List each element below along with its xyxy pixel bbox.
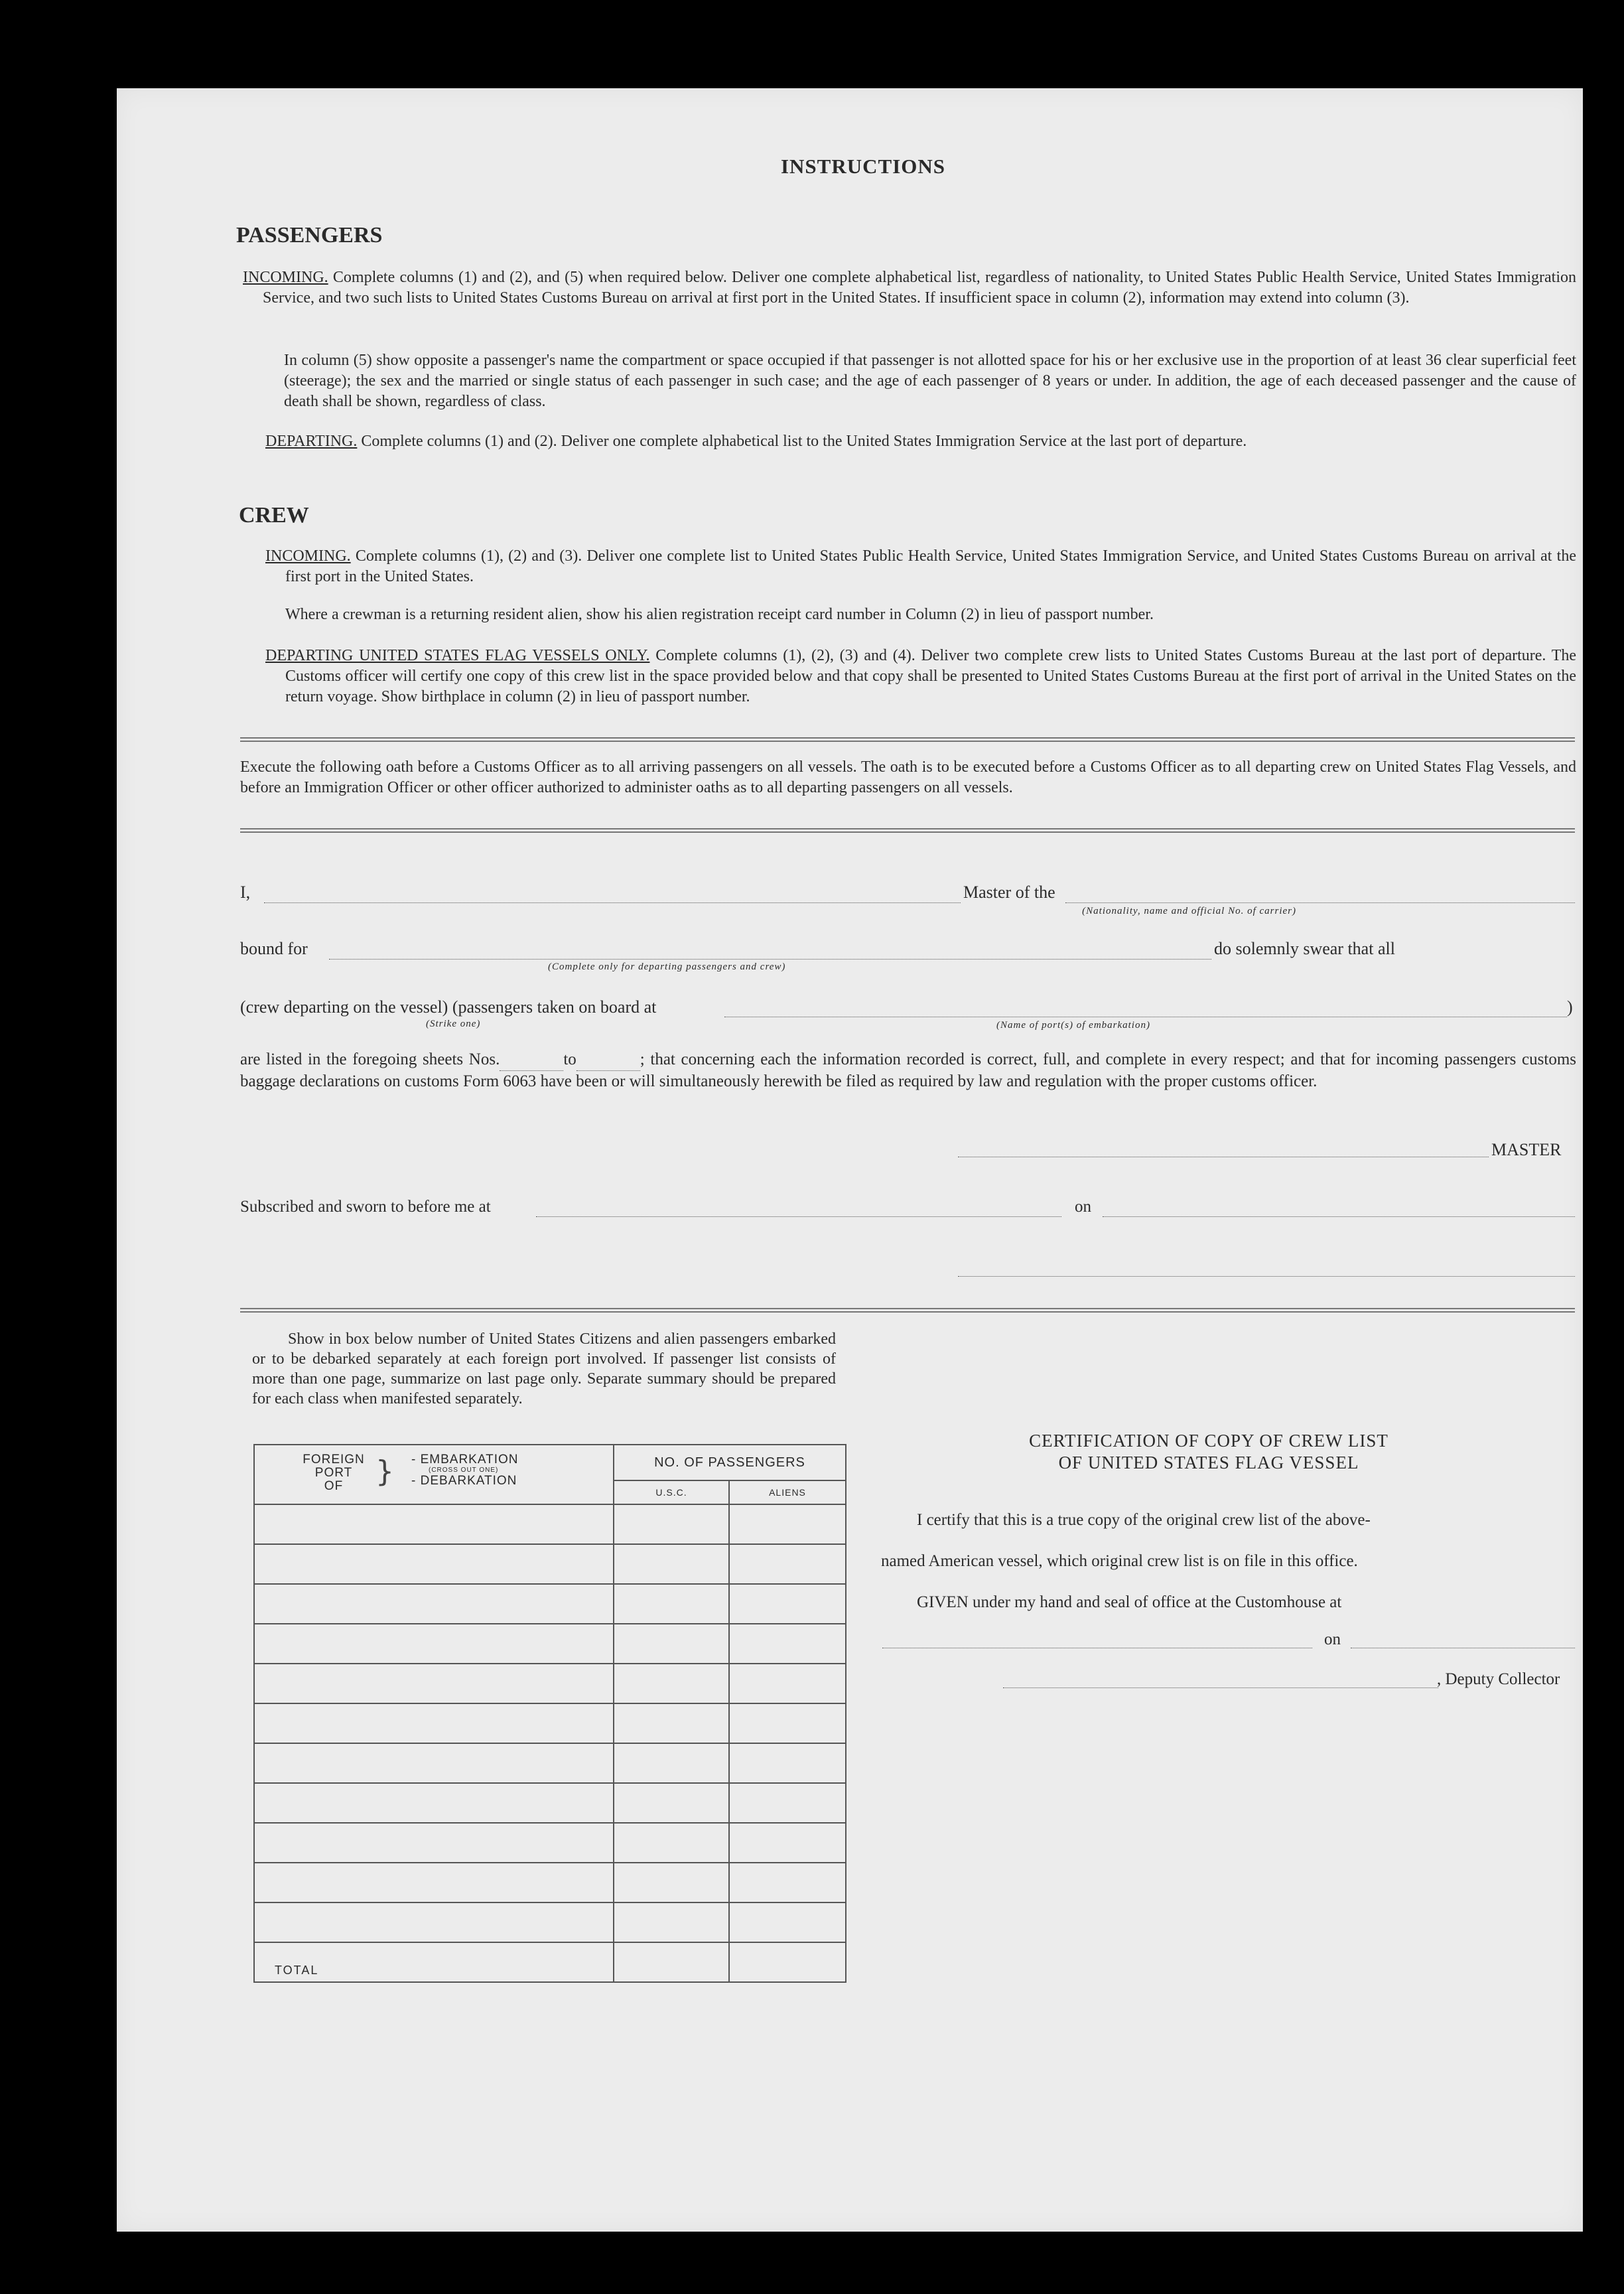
total-row	[254, 1942, 846, 1982]
passengers-incoming-paragraph	[243, 267, 1577, 309]
port-cell[interactable]	[254, 1584, 614, 1624]
swear-label: do solemnly swear that all	[1214, 939, 1395, 958]
port-column-header	[254, 1445, 614, 1504]
crew-incoming-label: INCOMING.	[265, 547, 351, 565]
oath-i-label: I,	[240, 883, 251, 902]
total-aliens-cell[interactable]	[729, 1942, 846, 1982]
deputy-collector-label: , Deputy Collector	[1437, 1670, 1560, 1688]
sheet-from-field[interactable]	[500, 1049, 563, 1071]
usc-cell[interactable]	[614, 1783, 729, 1823]
table-row	[254, 1743, 846, 1783]
usc-cell[interactable]	[614, 1544, 729, 1584]
port-cell[interactable]	[254, 1544, 614, 1584]
port-cell[interactable]	[254, 1624, 614, 1664]
listed-prefix: are listed in the foregoing sheets Nos.	[240, 1050, 500, 1068]
total-label	[254, 1942, 614, 1982]
port-cell[interactable]	[254, 1703, 614, 1743]
usc-cell[interactable]	[614, 1504, 729, 1544]
certification-on-label: on	[1324, 1630, 1341, 1648]
aliens-cell[interactable]	[729, 1863, 846, 1902]
ports-note: (Name of port(s) of embarkation)	[996, 1020, 1150, 1031]
embarkation-port-field[interactable]	[724, 1010, 1567, 1017]
bound-for-label: bound for	[240, 939, 308, 958]
certification-title-line1: CERTIFICATION OF COPY OF CREW LIST	[1029, 1431, 1388, 1451]
usc-cell[interactable]	[614, 1664, 729, 1703]
port-cell[interactable]	[254, 1783, 614, 1823]
table-row	[254, 1584, 846, 1624]
listed-rest: ; that concerning each the information recorded is correct, full, and complete in every respect; and that for incoming passengers customs baggage declarations on customs Form 6063 have been or will simultaneously herewith be filed as required by law and regulation with the proper customs officer.	[240, 1050, 1577, 1090]
port-cell[interactable]	[254, 1504, 614, 1544]
sheet-to-field[interactable]	[576, 1049, 640, 1071]
port-header-line1: FOREIGN	[303, 1453, 365, 1467]
aliens-cell[interactable]	[729, 1584, 846, 1624]
usc-cell[interactable]	[614, 1703, 729, 1743]
port-cell[interactable]	[254, 1863, 614, 1902]
table-row	[254, 1863, 846, 1902]
table-row	[254, 1664, 846, 1703]
aliens-cell[interactable]	[729, 1823, 846, 1863]
usc-column-header: U.S.C.	[614, 1480, 729, 1504]
crew-resident-paragraph: Where a crewman is a returning resident alien, show his alien registration receipt card number in Column (2) in lieu of passport number.	[285, 606, 1154, 623]
total-usc-cell[interactable]	[614, 1942, 729, 1982]
port-cell[interactable]	[254, 1823, 614, 1863]
embarkation-option[interactable]: - EMBARKATION	[411, 1453, 519, 1467]
certify-line1: I certify that this is a true copy of the original crew list of the above-	[917, 1511, 1371, 1529]
listed-to: to	[563, 1050, 576, 1068]
aliens-cell[interactable]	[729, 1544, 846, 1584]
crew-departing-label: DEPARTING UNITED STATES FLAG VESSELS ONLY.	[265, 647, 650, 664]
table-row	[254, 1544, 846, 1584]
given-line: GIVEN under my hand and seal of office at the Customhouse at	[917, 1593, 1342, 1611]
cross-out-note: (CROSS OUT ONE)	[429, 1467, 499, 1474]
debarkation-option[interactable]: - DEBARKATION	[411, 1474, 517, 1488]
page-title: INSTRUCTIONS	[780, 155, 945, 178]
crew-departing-text: Complete columns (1), (2), (3) and (4). Deliver two complete crew lists to United States Customs Bureau at the last port of departure. The Customs officer will certify one copy of this crew list in the space provided below and that copy shall be presented to United States Customs Bureau at the first port of arrival in the United States on the return voyage. Show birthplace in column (2) in lieu of passport number.	[285, 647, 1577, 705]
divider	[240, 737, 1575, 742]
usc-cell[interactable]	[614, 1823, 729, 1863]
port-header-line2: PORT	[314, 1466, 353, 1480]
certification-title	[930, 1430, 1487, 1474]
crew-incoming-paragraph	[265, 546, 1577, 587]
officer-signature-field[interactable]	[958, 1269, 1575, 1277]
usc-cell[interactable]	[614, 1863, 729, 1902]
table-header-row	[254, 1445, 846, 1480]
passengers-incoming-text: Complete columns (1) and (2), and (5) when required below. Deliver one complete alphabetical list, regardless of nationality, to United States Public Health Service, United States Immigration Service, and two such lists to United States Customs Bureau on arrival at first port in the United States. If insufficient space in column (2), information may extend into column (3).	[263, 269, 1577, 307]
close-paren: )	[1567, 997, 1573, 1017]
passengers-departing-text: Complete columns (1) and (2). Deliver one complete alphabetical list to the United States Immigration Service at the last port of departure.	[361, 433, 1247, 450]
certification-date-field[interactable]	[1351, 1641, 1575, 1648]
strike-note: (Strike one)	[426, 1019, 481, 1029]
brace-icon: }	[375, 1455, 394, 1488]
table-row	[254, 1902, 846, 1942]
bound-for-note: (Complete only for departing passengers and crew)	[548, 962, 786, 972]
summary-instructions: Show in box below number of United States Citizens and alien passengers embarked or to be debarked separately at each foreign port involved. If passenger list consists of more than one page, summarize on last page only. Separate summary should be prepared for each class when manifested separately.	[252, 1330, 836, 1407]
sworn-date-field[interactable]	[1103, 1210, 1575, 1217]
usc-cell[interactable]	[614, 1624, 729, 1664]
crew-departing-paragraph	[265, 646, 1577, 707]
crew-options-label: (crew departing on the vessel) (passengers taken on board at	[240, 997, 657, 1017]
carrier-note: (Nationality, name and official No. of carrier)	[1082, 906, 1296, 916]
passengers-column-header: NO. OF PASSENGERS	[614, 1445, 846, 1480]
form-page	[117, 88, 1583, 2232]
aliens-cell[interactable]	[729, 1783, 846, 1823]
passenger-summary-table	[253, 1444, 846, 1983]
passengers-departing-paragraph	[265, 431, 1576, 452]
master-of-label: Master of the	[963, 883, 1055, 902]
divider	[240, 828, 1575, 833]
aliens-cell[interactable]	[729, 1504, 846, 1544]
certification-title-line2: OF UNITED STATES FLAG VESSEL	[1058, 1453, 1359, 1472]
port-cell[interactable]	[254, 1664, 614, 1703]
aliens-cell[interactable]	[729, 1743, 846, 1783]
master-name-field[interactable]	[264, 896, 961, 903]
usc-cell[interactable]	[614, 1584, 729, 1624]
passengers-incoming-label: INCOMING.	[243, 269, 328, 286]
passengers-departing-label: DEPARTING.	[265, 433, 358, 450]
aliens-cell[interactable]	[729, 1624, 846, 1664]
carrier-field[interactable]	[1065, 896, 1575, 903]
table-row	[254, 1703, 846, 1743]
passengers-column5-paragraph: In column (5) show opposite a passenger's name the compartment or space occupied if that passenger is not allotted space for his or her exclusive use in the proportion of at least 36 clear superficial feet (steerage); the sex and the married or single status of each passenger in such case; and the age of each passenger of 8 years or under. In addition, the age of each deceased passenger and the cause of death shall be shown, regardless of class.	[284, 352, 1576, 410]
master-label: MASTER	[1491, 1140, 1562, 1159]
aliens-column-header: ALIENS	[729, 1480, 846, 1504]
subscribed-label: Subscribed and sworn to before me at	[240, 1198, 491, 1216]
port-cell[interactable]	[254, 1743, 614, 1783]
oath-intro: Execute the following oath before a Customs Officer as to all arriving passengers on all vessels. The oath is to be executed before a Customs Officer as to all departing crew on United States Flag Vessels, and before an Immigration Officer or other officer authorized to administer oaths as to all departing passengers on all vessels.	[240, 758, 1576, 796]
passenger-summary-table-wrap	[253, 1444, 846, 1983]
bound-for-field[interactable]	[329, 952, 1211, 960]
sworn-place-field[interactable]	[536, 1210, 1061, 1217]
oath-listed-paragraph	[240, 1049, 1576, 1092]
passengers-heading: PASSENGERS	[236, 223, 383, 248]
aliens-cell[interactable]	[729, 1664, 846, 1703]
crew-incoming-text: Complete columns (1), (2) and (3). Deliver one complete list to United States Public Health Service, United States Immigration Service, and United States Customs Bureau on arrival at the first port in the United States.	[285, 547, 1577, 585]
certification-place-field[interactable]	[882, 1641, 1312, 1648]
table-row	[254, 1504, 846, 1544]
sworn-on-label: on	[1075, 1198, 1091, 1216]
usc-cell[interactable]	[614, 1743, 729, 1783]
divider	[240, 1308, 1575, 1313]
aliens-cell[interactable]	[729, 1902, 846, 1942]
master-signature-field[interactable]	[958, 1150, 1489, 1157]
port-header-line3: OF	[324, 1479, 344, 1493]
crew-heading: CREW	[239, 503, 309, 528]
table-row	[254, 1783, 846, 1823]
usc-cell[interactable]	[614, 1902, 729, 1942]
certify-line2: named American vessel, which original crew list is on file in this office.	[881, 1552, 1358, 1570]
port-cell[interactable]	[254, 1902, 614, 1942]
aliens-cell[interactable]	[729, 1703, 846, 1743]
total-text: TOTAL	[275, 1964, 319, 1977]
table-row	[254, 1823, 846, 1863]
table-row	[254, 1624, 846, 1664]
deputy-signature-field[interactable]	[1003, 1681, 1438, 1688]
